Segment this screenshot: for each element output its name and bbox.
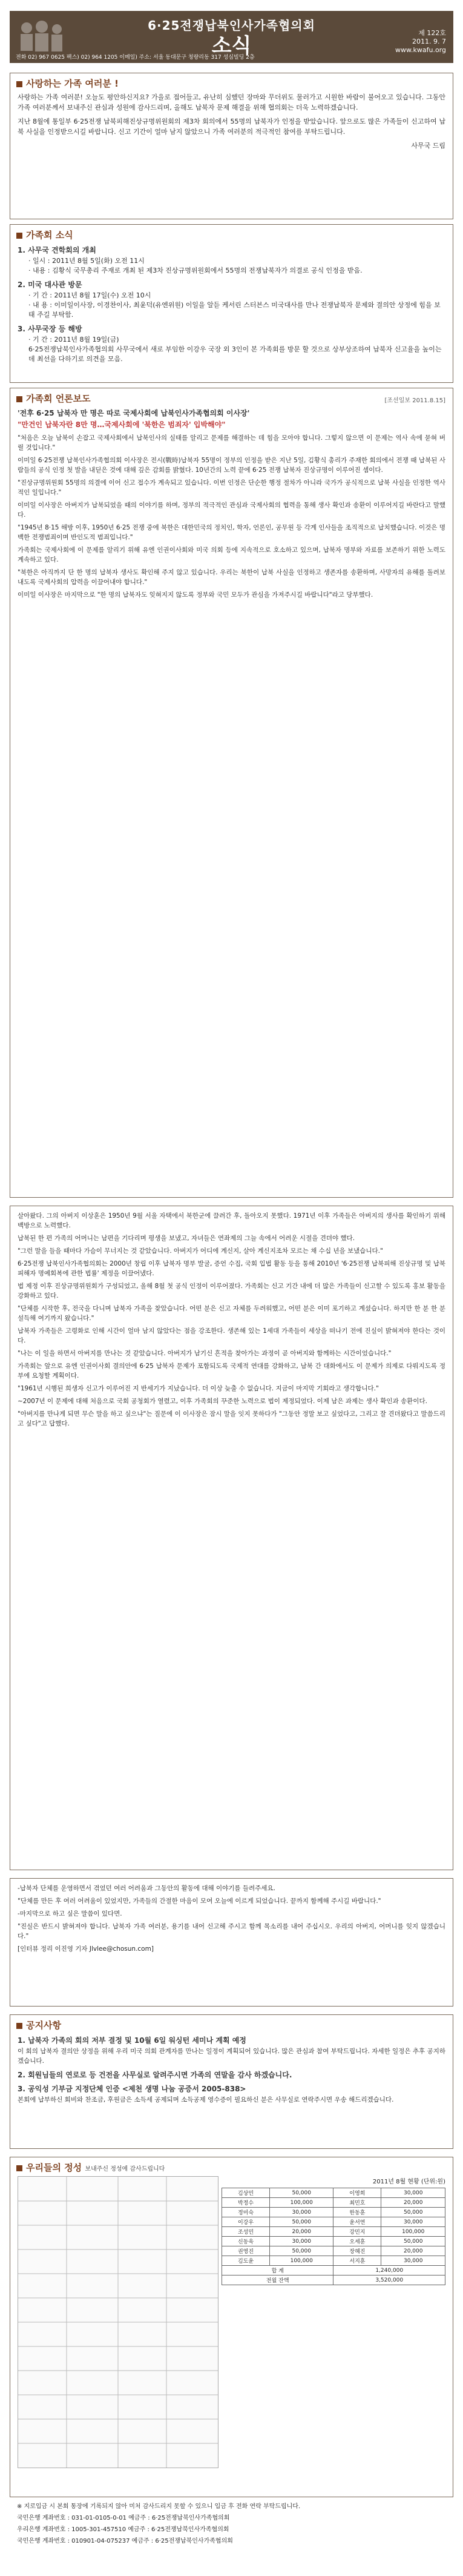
footer-lines [10,2502,452,2546]
finance-cell: 한동훈 [333,2208,381,2217]
finance-table [222,2188,445,2285]
finance-cell: 30,000 [269,2237,333,2246]
finance-balance-value: 3,520,000 [333,2276,445,2285]
press-paragraph: 이미일 이사장은 마지막으로 "한 명의 납북자도 잊혀지지 않도록 정부와 국민 모두가 관심을 가져주시길 바랍니다"라고 당부했다. [18,591,373,599]
finance-cell: 신동욱 [222,2237,270,2246]
finance-total-value: 1,240,000 [333,2266,445,2276]
interview-line: [인터뷰 정리 이진영 기자 Jlvlee@chosun.com] [18,1945,154,1953]
finance-cell: 윤서연 [333,2217,381,2227]
interview-body [10,1879,453,1954]
activity-line: · 기 간 : 2011년 8월 19일(금) [28,336,119,344]
issue-date: 2011. 9. 7 [412,38,446,45]
finance-cell: 권영진 [222,2246,270,2256]
finance-title-text: 우리들의 정성 [26,2162,82,2173]
finance-cell: 20,000 [269,2227,333,2237]
story-paragraph: 납북된 한 편 가족의 어머니는 남편을 기다리며 평생을 보냈고, 자녀들은 연좌제의 그늘 속에서 어려운 시절을 견뎌야 했다. [18,1235,355,1242]
greeting-sign: 사무국 드림 [411,142,445,150]
finance-cell: 50,000 [381,2208,445,2217]
finance-cell: 50,000 [269,2246,333,2256]
finance-row [222,2208,445,2217]
address: 주소: 서울 동대문구 청량리동 317 성심빌딩 2층 [139,55,255,61]
bullet-icon [16,233,22,239]
footer-line: 우리은행 계좌번호 : 1005-301-457510 예금주 : 6·25전쟁납북인사가족협의회 [17,2526,229,2533]
contact-info: 전화 02) 967 0625 팩스) 02) 964 1205 이메일) [16,55,139,61]
interview-line: -납북자 단체를 운영하면서 겪었던 여러 어려움과 그동안의 활동에 대해 이야기를 들려주세요. [18,1885,275,1892]
finance-cell: 박정수 [222,2198,270,2208]
bullet-icon [16,2165,22,2171]
finance-left-panel [18,2176,218,2468]
finance-cell: 이영희 [333,2188,381,2198]
activity-line: 6·25전쟁납북인사가족협의회 사무국에서 새로 부임한 이강우 국장 외 3인이 본 가족회를 방문 할 것으로 상부상조하여 납북자 신고율을 높이는데 최선을 다하기로 의견을 모음. [28,345,442,363]
finance-cell: 100,000 [269,2256,333,2266]
finance-cell: 30,000 [269,2208,333,2217]
finance-row [222,2256,445,2266]
press-paragraph: 이미일 이사장은 아버지가 납북되었을 때의 이야기를 하며, 정부의 적극적인 관심과 국제사회의 협력을 통해 생사 확인과 송환이 이루어지길 바란다고 말했다. [18,502,445,519]
interview-line: "진실은 반드시 밝혀져야 합니다. 납북자 가족 여러분, 용기를 내어 신고해 주시고 함께 목소리를 내어 주십시오. 우리의 아버지, 어머니를 잊지 않겠습니다." [18,1923,445,1940]
story-paragraph: 살아왔다. 그의 아버지 이상훈은 1950년 9월 서울 자택에서 북한군에 끌려간 후, 돌아오지 못했다. 1971년 이후 가족들은 아버지의 생사를 확인하기 위해 백방으로 노력했다. [18,1212,445,1229]
activity-line: · 내용 : 김황식 국무총리 주재로 개최 된 제3차 진상규명위원회에서 55명의 전쟁납북자가 의결로 공식 인정을 받음. [28,267,363,274]
notice-title-text: 공지사항 [26,2020,61,2031]
finance-section [10,2157,453,2497]
interview-line: -마지막으로 하고 싶은 말씀이 있다면. [18,1910,122,1917]
finance-cell: 20,000 [381,2198,445,2208]
activity-number: 2. [18,281,25,289]
activities-title [16,228,447,241]
finance-total-row [222,2266,445,2276]
activity-head: 사무국장 등 해방 [28,325,82,333]
finance-row [222,2227,445,2237]
finance-cell: 100,000 [269,2198,333,2208]
org-name: 6·25전쟁납북인사가족협의회 [148,18,315,33]
press-intro: "처음은 오늘 남북이 손잡고 국제사회에서 납북인사의 실태를 알리고 문제를 해결하는 데 힘을 모아야 합니다. 그렇지 않으면 이 문제는 역사 속에 묻혀 버릴 것입니다." [18,434,445,451]
story-section [10,1206,453,1870]
press-body [10,456,453,600]
story-paragraph: ~2007년 이 문제에 대해 처음으로 국회 공청회가 열렸고, 이후 가족회의 꾸준한 노력으로 법이 제정되었다. 이제 남은 과제는 생사 확인과 송환이다. [18,1398,427,1405]
press-lead: '전후 6·25 납북자 만 명은 따로 국제사회에 납북인사가족협의회 이사장' [18,409,250,417]
finance-table-title: 2011년 8월 현황 (단위:원) [372,2179,445,2185]
greeting-title [16,77,447,90]
press-section [10,388,453,1198]
finance-cell: 최민호 [333,2198,381,2208]
finance-cell: 조성민 [222,2227,270,2237]
activity-line: · 내 용 : 이미일이사장, 이경찬이사, 최윤덕(유엔위원) 이일을 알듣 케서린 스터븐스 미국대사를 만나 전쟁납북자 문제와 결의안 상정에 힘을 보태 주길 부탁함. [28,301,441,319]
finance-cell: 장혜진 [333,2246,381,2256]
bullet-icon [16,396,22,402]
story-paragraph: "아버지를 만나게 되면 무슨 말을 하고 싶으냐"는 질문에 이 이사장은 잠시 말을 잇지 못하다가 "그동안 정말 보고 싶었다고, 그리고 잘 견뎌왔다고 말씀드리고 싶다"고 답했다. [18,1410,445,1427]
issue-info [412,29,446,46]
finance-cell: 이강우 [222,2217,270,2227]
finance-cell: 오세훈 [333,2237,381,2246]
bullet-icon [16,81,22,87]
activity-number: 3. [18,325,25,333]
interview-line: "단체를 만든 후 여러 어려움이 있었지만, 가족들의 간절한 마음이 모여 오늘에 이르게 되었습니다. 끝까지 함께해 주시길 바랍니다." [18,1897,381,1905]
notice-heading: 3. 공익성 기부금 지정단체 인증 <제천 생명 나눔 공증서 2005-838> [18,2085,246,2093]
finance-right-panel [222,2176,445,2468]
notice-text: 이 회의 납북자 결의안 상정을 위해 우리 미국 의회 관계자를 만나는 일정이 계획되어 있습니다. 많은 관심과 참여 부탁드립니다. 자세한 일정은 추후 공지하겠습니다. [18,2048,445,2065]
activity-heading [18,324,445,334]
press-paragraph: 가족회는 국제사회에 이 문제를 알리기 위해 유엔 인권이사회와 미국 의회 등에 지속적으로 호소하고 있으며, 납북자 명부와 자료를 보존하기 위한 노력도 계속하고 있다. [18,546,445,563]
finance-cell: 김상민 [222,2188,270,2198]
footer-line: ※ 지로입금 시 본회 통장에 기록되지 않아 미처 감사드리지 못할 수 있으니 입금 후 전화 연락 부탁드립니다. [17,2503,301,2510]
finance-cell: 50,000 [381,2237,445,2246]
website-link[interactable]: www.kwafu.org [395,46,446,54]
finance-grid [18,2177,218,2468]
activity-heading [18,279,445,290]
notice-title [16,2019,447,2031]
press-title-text: 가족회 언론보도 [26,393,91,404]
story-paragraph: "그런 말을 들을 때마다 가슴이 무너지는 것 같았습니다. 아버지가 어디에 계신지, 살아 계신지조차 모르는 채 수십 년을 보냈습니다." [18,1247,383,1255]
story-paragraph: 6·25전쟁 납북인사가족협의회는 2000년 창립 이후 납북자 명부 발굴, 증언 수집, 국회 입법 활동 등을 통해 2010년 '6·25전쟁 납북피해 진상규명 및 납북피해자 명예회복에 관한 법률' 제정을 이끌어냈다. [18,1260,445,1277]
finance-total-label: 합 계 [222,2266,333,2276]
finance-cell: 20,000 [381,2246,445,2256]
story-body [10,1206,453,1429]
activity-head: 사무국 견학회의 개최 [28,246,96,254]
greeting-para-1: 사랑하는 가족 여러분! 오늘도 평안하신지요? 가을로 접어들고, 유난히 심했던 장마와 무더위도 물러가고 시원한 바람이 불어오고 있습니다. 그동안 가족 여러분께서 보내주신 관심과 성원에 감사드리며, 올해도 납북자 문제 해결을 위해 협의회는 더욱 노력하겠습니다. [18,93,445,111]
notice-section [10,2014,453,2149]
finance-title [16,2161,447,2174]
issue-number: 제 122호 [418,29,446,37]
finance-cell: 30,000 [381,2256,445,2266]
press-paragraph: "진상규명위원회 55명의 의결에 이어 신고 접수가 계속되고 있습니다. 이번 인정은 단순한 행정 절차가 아니라 국가가 공식적으로 납북 사실을 인정한 역사적인 일입니다." [18,479,445,496]
activity-line: · 기 간 : 2011년 8월 17일(수) 오전 10시 [28,291,151,299]
activities-title-text: 가족회 소식 [26,230,73,241]
story-paragraph: 법 제정 이후 진상규명위원회가 구성되었고, 올해 8월 첫 공식 인정이 이루어졌다. 가족회는 신고 기간 내에 더 많은 가족들이 신고할 수 있도록 홍보 활동을 강화하고 있다. [18,1283,445,1300]
activity-line: · 일시 : 2011년 8월 5일(화) 오전 11시 [28,257,145,265]
activity-heading [18,245,445,255]
activity-head: 미국 대사관 방문 [28,281,82,289]
finance-cell: 강민지 [333,2227,381,2237]
finance-cell: 50,000 [269,2188,333,2198]
bullet-icon [16,2023,22,2029]
newsletter-title: 소식 [211,34,252,58]
activities-list [10,245,453,364]
press-date: [조선일보 2011.8.15] [384,397,445,404]
story-paragraph: "나는 이 일을 하면서 아버지를 만나는 것 같았습니다. 아버지가 남기신 흔적을 찾아가는 과정이 곧 아버지와 함께하는 시간이었습니다." [18,1350,392,1357]
story-paragraph: "단체를 시작한 후, 전국을 다니며 납북자 가족을 찾았습니다. 어떤 분은 신고 자체를 두려워했고, 어떤 분은 이미 포기하고 계셨습니다. 하지만 한 분 한 분 설득해 여기까지 왔습니다." [18,1305,445,1322]
press-paragraph: 이미일 6·25전쟁 납북인사가족협의회 이사장은 전시(戰時)납북자 55명이 정부의 인정을 받은 지난 5일, 김황식 총리가 주재한 회의에서 전쟁 때 납북된 사람들의 공식 인정 첫 발을 내딛은 것에 대해 깊은 감회를 밝혔다. 10년간의 노력 끝에 6·25 전쟁 납북자 진상규명이 이루어진 셈이다. [18,457,445,474]
activity-number: 1. [18,246,25,254]
finance-row [222,2217,445,2227]
notice-heading: 1. 납북자 가족의 회의 저부 결정 및 10월 6일 워싱턴 세미나 계획 예정 [18,2036,246,2045]
finance-subtitle: 보내주신 정성에 감사드립니다 [85,2166,165,2173]
activities-section [10,224,453,383]
notice-list [10,2035,453,2105]
footer-notes [10,2502,452,2548]
header-banner [10,11,453,63]
finance-row [222,2198,445,2208]
contact-line [16,53,255,61]
greeting-section [10,73,453,219]
finance-row [222,2188,445,2198]
finance-row [222,2237,445,2246]
finance-cell: 서지훈 [333,2256,381,2266]
greeting-para-2: 지난 8월에 통일부 6·25전쟁 납북피해진상규명위원회의 제3차 회의에서 55명의 납북자가 인정을 받았습니다. 앞으로도 많은 가족들이 신고하여 납북 사실을 인정받으시길 바랍니다. 신고 기간이 얼마 남지 않았으니 가족 여러분의 적극적인 참여를 부탁드립니다. [18,118,445,136]
footer-line: 국민은행 계좌번호 : 031-01-0105-0-01 예금주 : 6·25전쟁납북인사가족협의회 [17,2515,230,2521]
press-paragraph: "1945년 8·15 해방 이후, 1950년 6·25 전쟁 중에 북한은 대한민국의 정치인, 학자, 언론인, 공무원 등 각계 인사들을 조직적으로 납치했습니다. 이것은 명백한 전쟁범죄이며 반인도적 범죄입니다." [18,524,445,541]
finance-cell: 30,000 [381,2188,445,2198]
press-paragraph: "북한은 아직까지 단 한 명의 납북자 생사도 확인해 주지 않고 있습니다. 우리는 북한이 납북 사실을 인정하고 생존자를 송환하며, 사망자의 유해를 돌려보내도록 국제사회의 압력을 이끌어내야 합니다." [18,569,445,586]
finance-row [222,2246,445,2256]
story-paragraph: 납북자 가족들은 고령화로 인해 시간이 얼마 남지 않았다는 점을 강조한다. 생존해 있는 1세대 가족들이 세상을 떠나기 전에 진실이 밝혀져야 한다는 것이다. [18,1327,445,1344]
story-paragraph: 가족회는 앞으로 유엔 인권이사회 결의안에 6·25 납북자 문제가 포함되도록 국제적 연대를 강화하고, 남북 간 대화에서도 이 문제가 의제로 다뤄지도록 정부에 요청할 계획이다. [18,1363,445,1379]
press-headline: "만건인 납북자란 8만 명…국제사회에 '북한은 범죄자' 입박해야" [18,420,226,429]
finance-cell: 정미숙 [222,2208,270,2217]
notice-heading: 2. 회원님들의 연로로 등 건전을 사무실로 알려주시면 가족의 연말을 감사 하겠습니다. [18,2071,292,2079]
finance-cell: 김도윤 [222,2256,270,2266]
finance-cell: 100,000 [381,2227,445,2237]
finance-balance-row [222,2276,445,2285]
interview-section [10,1878,453,2007]
story-paragraph: "1961년 시행된 희생자 신고가 이루어진 지 반세기가 지났습니다. 더 이상 늦출 수 없습니다. 지금이 마지막 기회라고 생각합니다." [18,1385,379,1392]
notice-text: 본회에 납부하신 회비와 찬조금, 후원금은 소득세 공제되며 소득공제 영수증이 필요하신 분은 사무실로 연락주시면 우송 해드리겠습니다. [18,2096,394,2103]
greeting-title-text: 사랑하는 가족 여러분 ! [26,78,119,89]
footer-line: 국민은행 계좌번호 : 010901-04-075237 예금주 : 6·25전쟁납북인사가족협의회 [17,2538,233,2544]
finance-cell: 50,000 [269,2217,333,2227]
finance-cell: 30,000 [381,2217,445,2227]
finance-balance-label: 전월 잔액 [222,2276,333,2285]
